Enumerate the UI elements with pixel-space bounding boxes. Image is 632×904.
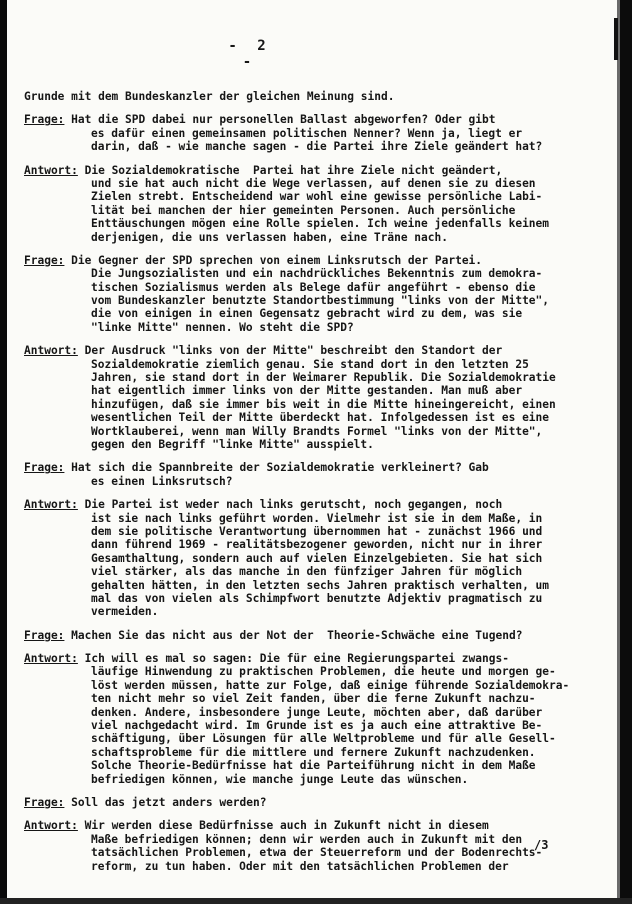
block-line: Jahren, sie stand dort in der Weimarer Republik. Die Sozialdemokratie [91, 371, 556, 385]
page-number: - 2 - [228, 38, 272, 70]
block-line: gegen den Begriff "linke Mitte" ausspielt. [91, 437, 374, 451]
block-line: es einen Linksrutsch? [91, 474, 233, 488]
block-line: reform, zu tun haben. Oder mit den tatsächlichen Problemen der [91, 859, 509, 873]
block-line: dem sie politische Verantwortung übernommen hat - zunächst 1966 und [91, 524, 543, 538]
speaker-label: Frage: [24, 113, 65, 127]
block-line: ist sie nach links geführt worden. Vielmehr ist sie in dem Maße, in [91, 511, 543, 525]
scan-border-bottom [0, 898, 632, 904]
block-line: viel stärker, als das manche in den fünfziger Jahren für möglich [91, 565, 523, 579]
block-line: und sie hat auch nicht die Wege verlassen, auf denen sie zu diesen [91, 176, 536, 190]
block-line: die von einigen in einen Gegensatz gebracht wird zu dem, was sie [91, 307, 523, 321]
block-line: viel nachgedacht wird. Im Grunde ist es ja auch eine attraktive Be- [91, 719, 543, 733]
speaker-label: Frage: [24, 795, 65, 809]
speaker-label: Frage: [24, 461, 65, 475]
block-text: Hat sich die Spannbreite der Sozialdemokratie verkleinert? Gab [64, 461, 489, 475]
answer-block [24, 498, 584, 619]
block-line: ten nicht mehr so viel Zeit fanden, über die ferne Zukunft nachzu- [91, 692, 536, 706]
block-first-line [24, 254, 584, 267]
speaker-label: Antwort: [24, 498, 78, 512]
block-first-line [24, 498, 584, 511]
block-line: Zielen strebt. Entscheidend war wohl eine gewisse persönliche Labi- [91, 190, 543, 204]
continuation-mark: /3 [534, 838, 549, 852]
block-first-line [24, 796, 584, 809]
block-first-line [24, 629, 584, 642]
scan-border-left [0, 0, 7, 904]
question-block [24, 629, 584, 642]
block-line: lität bei manchen der hier gemeinten Personen. Auch persönliche [91, 203, 516, 217]
scan-border-right [620, 0, 632, 904]
block-text: Die Gegner der SPD sprechen von einem Linksrutsch der Partei. [64, 253, 483, 267]
block-line: denken. Andere, insbesondere junge Leute, möchten aber, daß darüber [91, 705, 543, 719]
block-text: Hat die SPD dabei nur personellen Ballast abgeworfen? Oder gibt [64, 113, 496, 127]
question-block [24, 113, 584, 153]
block-line: Sozialdemokratie ziemlich genau. Sie stand dort in den letzten 25 [91, 357, 529, 371]
block-first-line [24, 164, 584, 177]
block-line: schäftigung, über Lösungen für alle Weltprobleme und für alle Gesell- [91, 732, 556, 746]
block-text: Die Sozialdemokratische Partei hat ihre Ziele nicht geändert, [77, 163, 503, 177]
block-first-line [24, 113, 584, 126]
speaker-label: Antwort: [24, 652, 78, 666]
block-line: darin, daß - wie manche sagen - die Partei ihre Ziele geändert hat? [91, 140, 543, 154]
block-line: Maße befriedigen können; denn wir werden auch in Zukunft mit den [91, 832, 523, 846]
block-line: Wortklauberei, wenn man Willy Brandts Formel "links von der Mitte", [91, 424, 543, 438]
answer-block [24, 652, 584, 786]
question-block [24, 796, 584, 809]
speaker-label: Antwort: [24, 344, 78, 358]
intro-line: Grunde mit dem Bundeskanzler der gleichen Meinung sind. [24, 90, 395, 103]
block-first-line [24, 819, 584, 832]
question-block [24, 461, 584, 488]
speaker-label: Antwort: [24, 819, 78, 833]
block-line: hat eigentlich immer links von der Mitte gestanden. Man muß aber [91, 384, 523, 398]
block-line: tatsächlichen Problemen, etwa der Steuerreform und der Bodenrechts- [91, 846, 543, 860]
block-text: Die Partei ist weder nach links gerutscht, noch gegangen, noch [77, 498, 503, 512]
block-line: Die Jungsozialisten und ein nachdrückliches Bekenntnis zum demokra- [91, 267, 543, 281]
block-first-line [24, 652, 584, 665]
block-line: tischen Sozialismus werden als Belege dafür angeführt - ebenso die [91, 280, 536, 294]
block-line: gehalten hätten, in den letzten sechs Jahren praktisch verhalten, um [91, 578, 550, 592]
block-line: dann führend 1969 - realitätsbezogener geworden, nicht nur in ihrer [91, 538, 543, 552]
scan-artifact [614, 18, 618, 60]
block-line: befriedigen können, wie manche junge Leute das wünschen. [91, 772, 469, 786]
block-line: vom Bundeskanzler benutzte Standortbestimmung "links von der Mitte", [91, 294, 550, 308]
block-line: Enttäuschungen mögen eine Rolle spielen. Ich weine jedenfalls keinem [91, 217, 550, 231]
answer-block [24, 819, 584, 873]
block-line: mal das von vielen als Schimpfwort benutzte Adjektiv pragmatisch zu [91, 591, 543, 605]
answer-block [24, 344, 584, 451]
block-line: löst werden müssen, hatte zur Folge, daß einige führende Sozialdemokra- [91, 678, 570, 692]
block-text: Ich will es mal so sagen: Die für eine Regierungspartei zwangs- [77, 652, 509, 666]
block-line: es dafür einen gemeinsamen politischen Nenner? Wenn ja, liegt er [91, 126, 523, 140]
speaker-label: Antwort: [24, 163, 78, 177]
block-line: "linke Mitte" nennen. Wo steht die SPD? [91, 320, 354, 334]
block-line: derjenigen, die uns verlassen haben, eine Träne nach. [91, 230, 448, 244]
answer-block [24, 164, 584, 244]
question-block [24, 254, 584, 334]
block-text: Soll das jetzt anders werden? [64, 795, 267, 809]
speaker-label: Frage: [24, 628, 65, 642]
block-text: Der Ausdruck "links von der Mitte" beschreibt den Standort der [77, 344, 503, 358]
speaker-label: Frage: [24, 253, 65, 267]
interview-text [24, 90, 584, 873]
block-first-line [24, 461, 584, 474]
block-line: wesentlichen Teil der Mitte überdeckt hat. Infolgedessen ist es eine [91, 411, 550, 425]
block-text: Machen Sie das nicht aus der Not der Theorie-Schwäche eine Tugend? [64, 628, 523, 642]
block-first-line [24, 344, 584, 357]
block-line: schaftsprobleme für die mittlere und fernere Zukunft nachzudenken. [91, 745, 536, 759]
block-line: läufige Hinwendung zu praktischen Problemen, die heute und morgen ge- [91, 665, 556, 679]
block-line: hinzufügen, daß sie immer bis weit in die Mitte hineingereicht, einen [91, 397, 556, 411]
block-line: Gesamthaltung, sondern auch auf vielen Einzelgebieten. Sie hat sich [91, 551, 543, 565]
block-text: Wir werden diese Bedürfnisse auch in Zukunft nicht in diesem [77, 819, 489, 833]
block-line: Solche Theorie-Bedürfnisse hat die Parteiführung nicht in dem Maße [91, 759, 536, 773]
block-line: vermeiden. [91, 605, 159, 619]
